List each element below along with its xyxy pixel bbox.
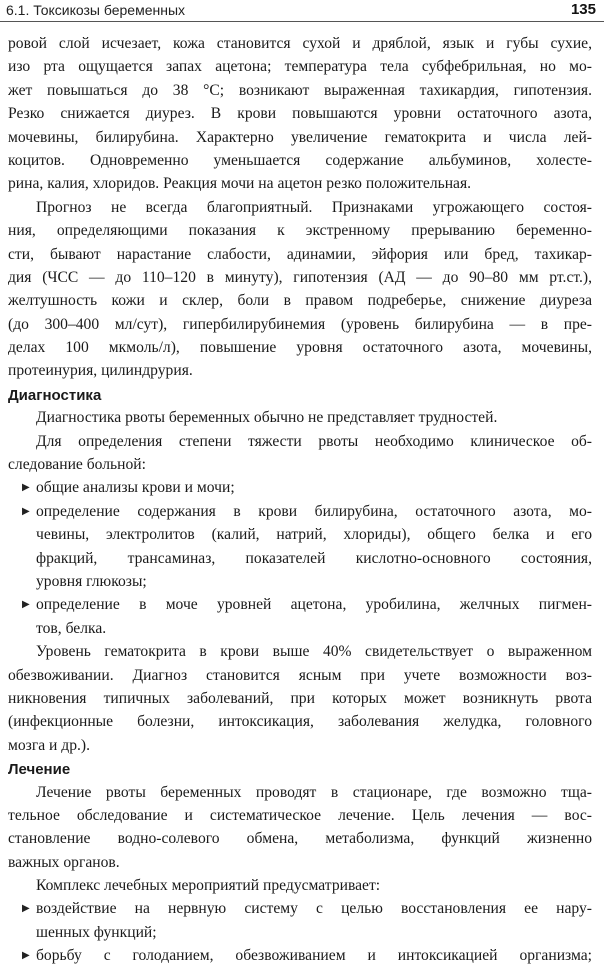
- text-line: следование больной:: [8, 456, 146, 474]
- text-line: Лечение рвоты беременных проводят в стационаре, где возможно тща-: [36, 783, 592, 801]
- text-line: уровня глюкозы;: [36, 572, 147, 590]
- running-title: 6.1. Токсикозы беременных: [6, 2, 186, 18]
- text-line: мочевины, билирубина. Характерно увеличение гематокрита и числа лей-: [8, 128, 592, 146]
- text-line: ния, определяющими показания к экстренному прерыванию беременно-: [8, 222, 592, 240]
- list-item-text: воздействие на нервную систему с целью восстановления ее нару-: [36, 900, 592, 918]
- text-line: Для определения степени тяжести рвоты необходимо клиническое об-: [36, 432, 592, 450]
- text-line: Прогноз не всегда благоприятный. Признаками угрожающего состоя-: [36, 198, 592, 216]
- bullet-icon: ▶: [22, 950, 30, 962]
- text-line: ровой слой исчезает, кожа становится сухой и дряблой, язык и губы сухие,: [8, 35, 592, 52]
- text-line: становление водно-солевого обмена, метаболизма, функций жизненно: [8, 830, 592, 848]
- text-line: тельное обследование и систематическое лечение. Цель лечения — вос-: [8, 806, 592, 824]
- list-item-line: [8, 944, 592, 967]
- list-item-line: [8, 476, 592, 499]
- text-line: обезвоживании. Диагноз становится ясным при учете возможности воз-: [8, 666, 592, 684]
- list-item-text: определение в моче уровней ацетона, уробилина, желчных пигмен-: [36, 596, 592, 614]
- section-heading: Лечение: [8, 761, 71, 779]
- bullet-icon: ▶: [22, 505, 30, 517]
- text-line: мозга и др.).: [8, 736, 91, 754]
- text-line: важных органов.: [8, 853, 120, 871]
- list-item-line: [8, 593, 592, 616]
- text-line: тов, белка.: [36, 619, 107, 637]
- text-line: (до 300–400 мл/сут), гипербилирубинемия (уровень билирубина — в пре-: [8, 315, 592, 333]
- text-line: коцитов. Одновременно уменьшается содержание альбуминов, холесте-: [8, 151, 592, 169]
- text-line: Комплекс лечебных мероприятий предусматривает:: [36, 877, 381, 895]
- page-header: [0, 0, 604, 22]
- text-line: делах 100 мкмоль/л), повышение уровня остаточного азота, мочевины,: [8, 339, 592, 357]
- text-line: Резко снижается диурез. В крови повышаются уровни остаточного азота,: [8, 105, 592, 123]
- text-line: фракций, трансаминаз, показателей кислотно-основного состояния,: [36, 549, 592, 567]
- text-line: рина, калия, хлоридов. Реакция мочи на ацетон резко положительная.: [8, 175, 472, 193]
- section-heading: Диагностика: [8, 386, 102, 404]
- text-line: Уровень гематокрита в крови выше 40% свидетельствует о выраженном: [36, 643, 592, 661]
- text-line: дия (ЧСС — до 110–120 в минуту), гипотензия (АД — до 90–80 мм рт.ст.),: [8, 268, 592, 286]
- list-item-text: общие анализы крови и мочи;: [36, 479, 235, 497]
- list-item-line: [8, 500, 592, 523]
- text-line: жет повышаться до 38 °С; возникают выраженная тахикардия, гипотензия.: [8, 81, 592, 99]
- text-line: желтушность кожи и склер, боли в правом подреберье, снижение диуреза: [8, 292, 592, 310]
- text-line: (инфекционные болезни, интоксикация, заболевания желудка, головного: [8, 713, 592, 731]
- text-line: протеинурия, цилиндрурия.: [8, 362, 193, 380]
- text-line: Диагностика рвоты беременных обычно не представляет трудностей.: [36, 409, 498, 427]
- list-item-line: [8, 897, 592, 920]
- list-item-text: определение содержания в крови билирубина, остаточного азота, мо-: [36, 502, 592, 520]
- bullet-icon: ▶: [22, 482, 30, 494]
- bullet-icon: ▶: [22, 903, 30, 915]
- bullet-icon: ▶: [22, 599, 30, 611]
- text-line: шенных функций;: [36, 923, 157, 941]
- body-text: [8, 32, 592, 968]
- page-number: 135: [570, 1, 596, 18]
- text-line: сти, бывают нарастание слабости, адинамии, эйфория или бред, тахикар-: [8, 245, 592, 263]
- text-line: чевины, электролитов (калий, натрий, хлориды), общего белка и его: [36, 526, 592, 544]
- text-line: изо рта ощущается запах ацетона; температура тела субфебрильная, но мо-: [8, 58, 592, 76]
- list-item-text: борьбу с голоданием, обезвоживанием и интоксикацией организма;: [36, 947, 592, 965]
- text-line: никновения типичных заболеваний, при которых может возникнуть рвота: [8, 689, 592, 707]
